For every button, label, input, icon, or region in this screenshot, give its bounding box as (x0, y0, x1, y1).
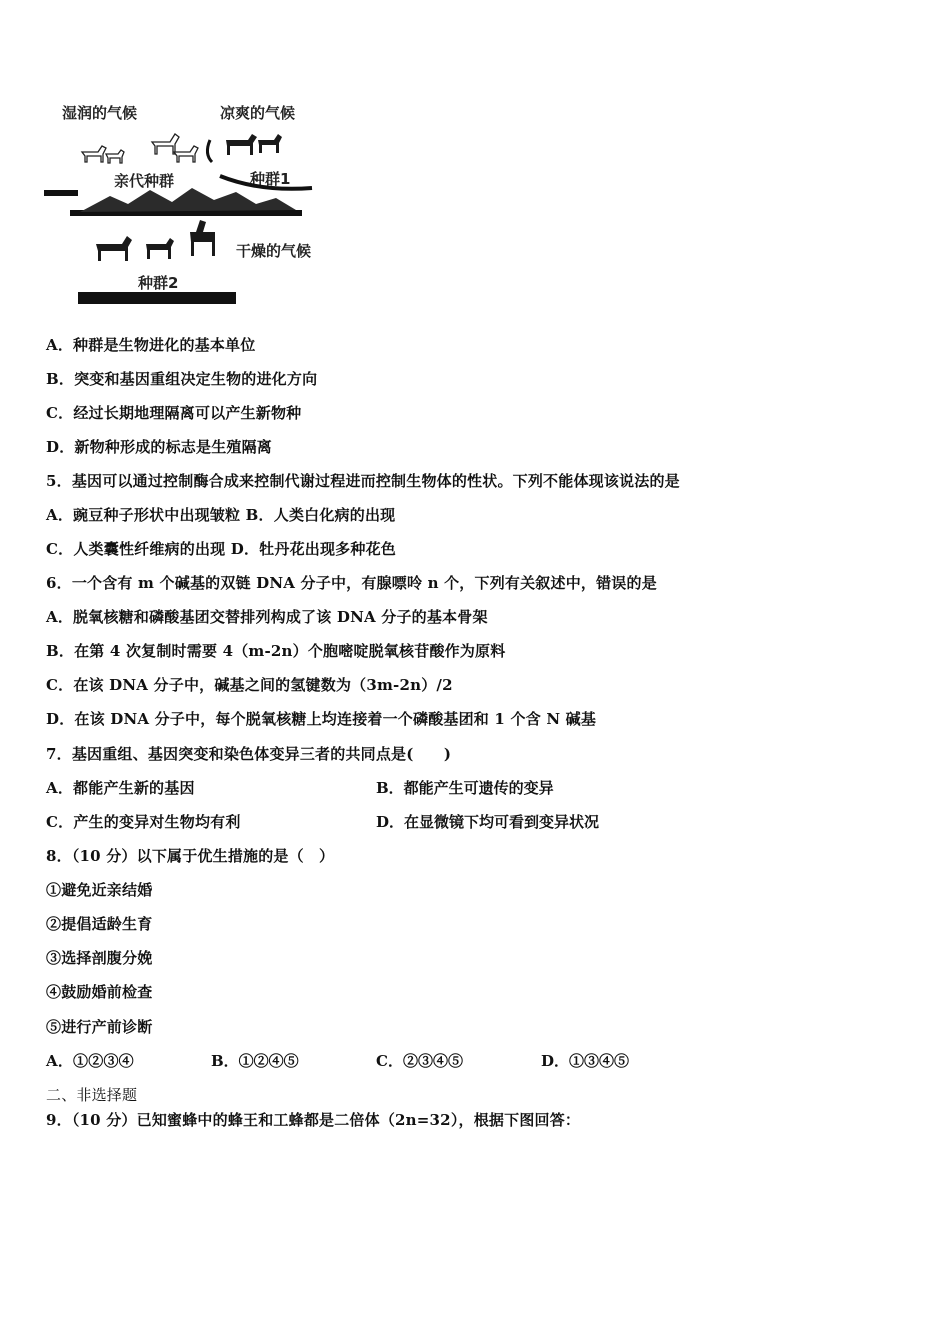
q8-option-a: A．①②③④ (46, 1052, 134, 1070)
speciation-figure (40, 96, 330, 310)
q8-item-1: ①避免近亲结婚 (46, 881, 153, 899)
q6-option-c: C．在该 DNA 分子中，碱基之间的氢键数为（3m-2n）/2 (46, 676, 453, 694)
q5-options-cd: C．人类囊性纤维病的出现 D．牡丹花出现多种花色 (46, 540, 396, 558)
q7-option-b: B．都能产生可遗传的变异 (376, 779, 554, 797)
q4-option-b: B．突变和基因重组决定生物的进化方向 (46, 370, 318, 388)
parent-horses-icon (82, 134, 198, 163)
q8-item-4: ④鼓励婚前检查 (46, 983, 153, 1001)
mountain-range-icon (80, 188, 296, 212)
q7-stem: 7．基因重组、基因突变和染色体变异三者的共同点是( ) (46, 745, 452, 763)
q4-option-d: D．新物种形成的标志是生殖隔离 (46, 438, 273, 456)
q8-stem: 8．（10 分）以下属于优生措施的是（ ） (46, 847, 335, 865)
q8-option-b: B．①②④⑤ (211, 1052, 299, 1070)
label-humid-climate: 湿润的气候 (62, 104, 138, 122)
q5-options-ab: A．豌豆种子形状中出现皱粒 B．人类白化病的出现 (46, 506, 396, 524)
q8-item-2: ②提倡适龄生育 (46, 915, 153, 933)
q7-option-a: A．都能产生新的基因 (46, 779, 195, 797)
label-population-2: 种群2 (138, 274, 179, 292)
q8-option-c: C．②③④⑤ (376, 1052, 463, 1070)
q4-option-a: A．种群是生物进化的基本单位 (46, 336, 256, 354)
population-1-horses-icon (226, 134, 282, 155)
q6-stem: 6．一个含有 m 个碱基的双链 DNA 分子中，有腺嘌呤 n 个，下列有关叙述中，错误的是 (46, 574, 657, 592)
population-2-horses-icon (96, 220, 215, 261)
q8-option-d: D．①③④⑤ (541, 1052, 630, 1070)
section-heading-non-choice: 二、非选择题 (46, 1086, 138, 1104)
q8-item-5: ⑤进行产前诊断 (46, 1018, 153, 1036)
q6-option-b: B．在第 4 次复制时需要 4（m-2n）个胞嘧啶脱氧核苷酸作为原料 (46, 642, 506, 660)
q4-option-c: C．经过长期地理隔离可以产生新物种 (46, 404, 302, 422)
q8-item-3: ③选择剖腹分娩 (46, 949, 153, 967)
label-population-1: 种群1 (250, 170, 291, 188)
q7-option-c: C．产生的变异对生物均有利 (46, 813, 241, 831)
q6-option-d: D．在该 DNA 分子中，每个脱氧核糖上均连接着一个磷酸基团和 1 个含 N 碱基 (46, 710, 597, 728)
q7-option-d: D．在显微镜下均可看到变异状况 (376, 813, 600, 831)
label-parent-population: 亲代种群 (114, 172, 175, 190)
label-dry-climate: 干燥的气候 (236, 242, 312, 260)
figure-drawing (40, 96, 330, 310)
q5-stem: 5．基因可以通过控制酶合成来控制代谢过程进而控制生物体的性状。下列不能体现该说法的是 (46, 472, 680, 490)
q6-option-a: A．脱氧核糖和磷酸基团交替排列构成了该 DNA 分子的基本骨架 (46, 608, 488, 626)
q9-stem: 9．（10 分）已知蜜蜂中的蜂王和工蜂都是二倍体（2n=32），根据下图回答： (46, 1111, 581, 1129)
label-cool-climate: 凉爽的气候 (220, 104, 296, 122)
